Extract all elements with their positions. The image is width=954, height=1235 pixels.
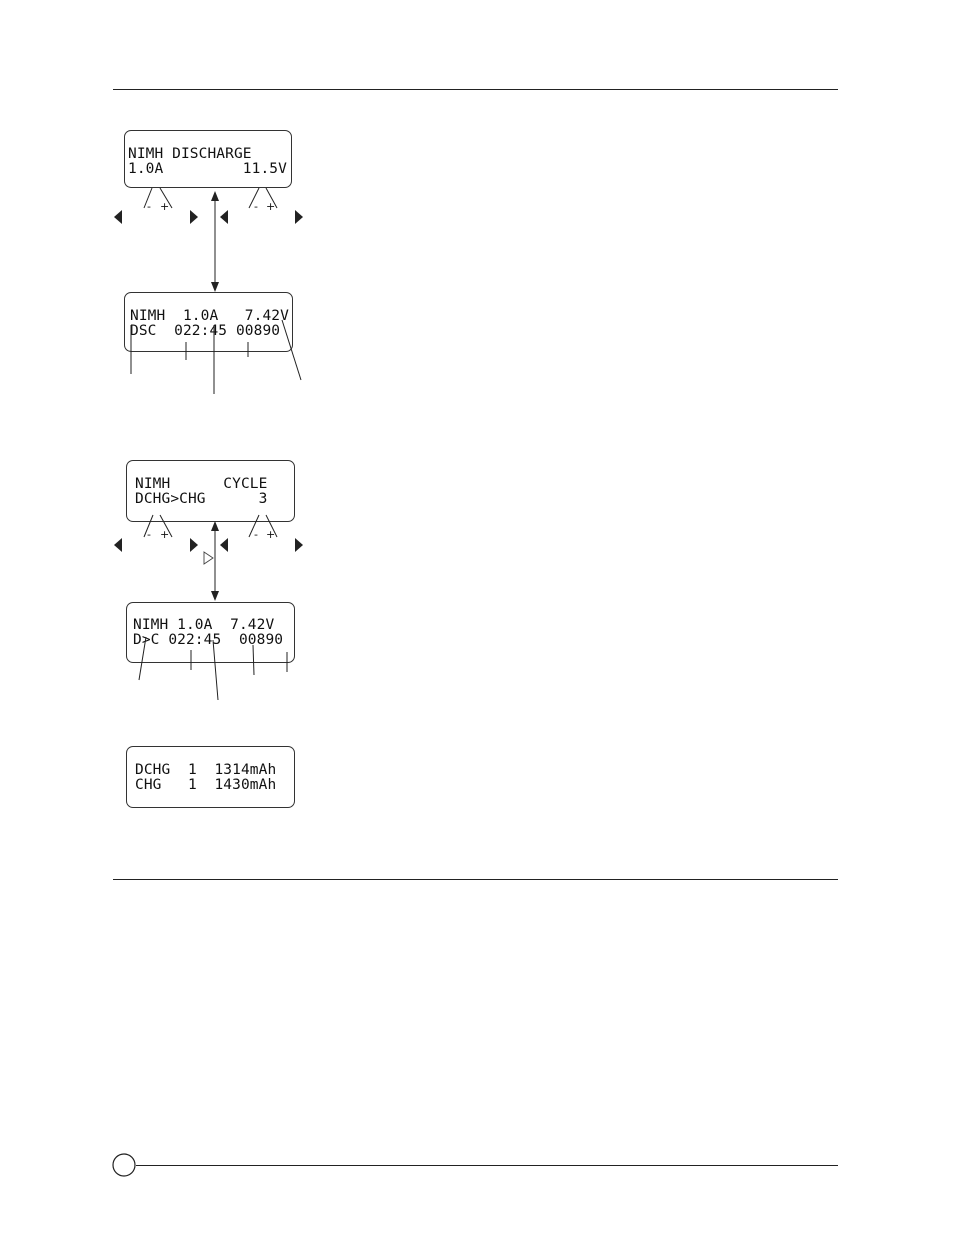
minus-glyph: -	[147, 528, 151, 541]
lcd-line-1: NIMH 1.0A 7.42V	[133, 617, 275, 633]
lcd-line-2: 1.0A 11.5V	[128, 161, 287, 177]
lcd-line-1: NIMH 1.0A 7.42V	[130, 308, 289, 324]
minus-glyph: -	[254, 528, 258, 541]
minus-glyph: -	[147, 200, 151, 213]
lcd-line-2: DCHG>CHG 3	[135, 491, 268, 507]
lcd-line-1: DCHG 1 1314mAh	[135, 762, 277, 778]
lcd-line-2: DSC 022:45 00890	[130, 323, 281, 339]
lcd-line-2: D>C 022:45 00890	[133, 632, 284, 648]
lcd-line-1: NIMH DISCHARGE	[128, 146, 252, 162]
plus-glyph: +	[266, 528, 276, 541]
plus-glyph: +	[160, 200, 170, 213]
lcd-line-1: NIMH CYCLE	[135, 476, 268, 492]
plus-glyph: +	[266, 200, 276, 213]
plus-glyph: +	[160, 528, 170, 541]
lcd-line-2: CHG 1 1430mAh	[135, 777, 277, 793]
minus-glyph: -	[254, 200, 258, 213]
